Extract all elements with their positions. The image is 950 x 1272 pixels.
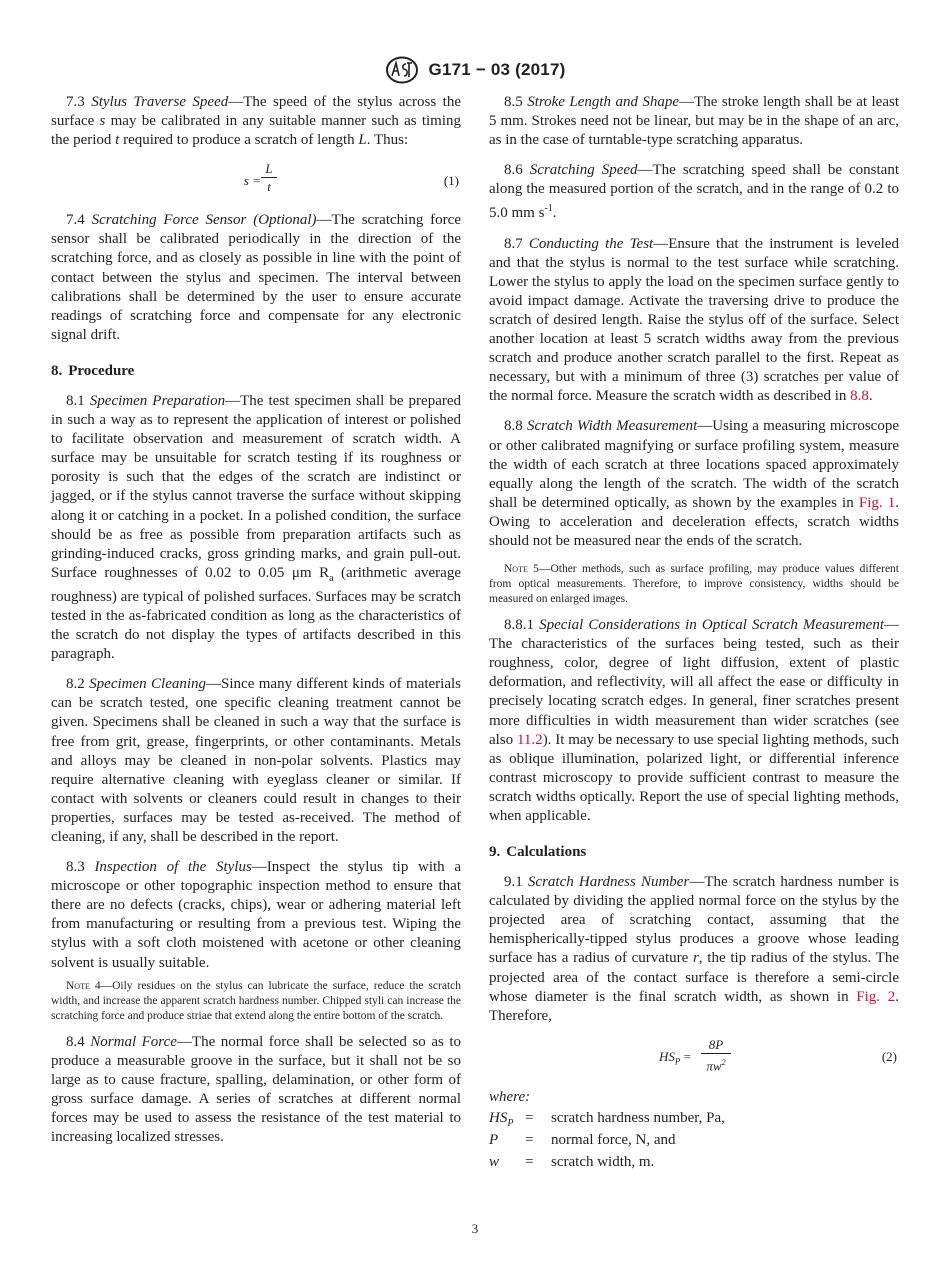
link-11-2[interactable]: 11.2 xyxy=(516,731,543,748)
link-8-8[interactable]: 8.8 xyxy=(850,388,869,405)
astm-logo-icon xyxy=(385,56,419,84)
section-9-1: 9.1 Scratch Hardness Number—The scratch hardness number is calculated by dividing the applied normal force on the stylus by the projected area of scratching contact, assuming that the hemispherically-tipped stylus produces a groove whose leading surface has a radius of curvature r, the tip radius of the stylus. The projected area of the contact surface is therefore a semi-circle whose diameter is the final scratch width, as shown in Fig. 2. Therefore, xyxy=(489,874,900,1024)
definition-row: $HS_P$ = scratch hardness number, Pa, xyxy=(489,1109,725,1129)
equation-1-fraction: $\frac{L}{t}$ xyxy=(261,161,277,196)
link-fig-2[interactable]: Fig. 2 xyxy=(856,988,896,1005)
equation-2-number: (2) xyxy=(881,1048,897,1064)
equation-1: s = $\frac{L}{t}$ (1) xyxy=(243,161,459,195)
page-number: 3 xyxy=(471,1221,479,1236)
right-column xyxy=(489,93,899,1176)
section-8-2: 8.2 Specimen Cleaning—Since many different kinds of materials can be scratch tested, one specific cleaning treatment cannot be given. Specimens shall be cleaned in such a way that the surface is free from grit, grease, fingerprints, or other contaminants. Metals and alloys may be cleaned in non-polar solvents. Plastics may require alternative cleaning with eyeglass cleaner or similar. If contact with solvents or cleaners could result in changes to their properties, surfaces may be tested as-received. The method of cleaning, if any, shall be described in the report. xyxy=(51,676,461,845)
section-8-8-1: 8.8.1 Special Considerations in Optical Scratch Measurement—The characteristics of the surfaces being tested, such as their roughness, color, degree of light diffusion, extent of plastic deformation, and reflectivity, will all affect the ease or difficulty in precisely locating scratch edges. In general, finer scratches present more difficulties in width measurement than wider scratches (see also 11.2). It may be necessary to use special lighting methods, such as oblique illumination, polarized light, or differential inference contrast microscopy to provide sufficient contrast to measure the scratch widths optically. Report the use of special lighting methods, when applicable. xyxy=(489,617,900,824)
definition-row: P = normal force, N, and xyxy=(489,1131,676,1148)
section-7-3: 7.3 Stylus Traverse Speed—The speed of the stylus across the surface s may be calibrated in any suitable manner such as timing the period t required to produce a scratch of length L. Thus: xyxy=(51,94,461,149)
where-label: where: xyxy=(489,1088,531,1105)
section-8-7: 8.7 Conducting the Test—Ensure that the instrument is leveled and that the stylus is normal to the test surface while scratching. Lower the stylus to apply the load on the specimen surface gently to avoid impact damage. Activate the traversing drive to produce the scratch of desired length. Raise the stylus off of the surface. Select another location at least 5 scratch widths away from the previous scratch and produce another scratch parallel to the first. Repeat as necessary, but with a minimum of three (3) scratches per value of the normal force. Measure the scratch width as described in 8.8. xyxy=(489,235,900,405)
heading-calculations: 9. Calculations xyxy=(489,844,587,861)
equation-1-number: (1) xyxy=(443,173,459,189)
section-8-1: 8.1 Specimen Preparation—The test specimen shall be prepared in such a way as to represent the application of interest or polished to facilitate observation and measurement of scratch width. A surface may be unsuitable for scratch testing if its roughness or porosity is such that the edges of the scratch are indistinct or jagged, or if the stylus cannot traverse the surface without skipping along it or catching in a pocket. In a polished condition, the surface should be as free as possible from preparation artifacts such as grinding-induced cracks, gross grinding marks, and grain pull-out. Surface roughnesses of 0.02 to 0.05 μm $R_a$ (arithmetic average roughness) are typical of polished surfaces. Surfaces may be scratch tested in the as-fabricated condition as long as the characteristics of the scratch do not display the types of artifacts described in this paragraph. xyxy=(51,392,462,663)
note-5: Note 5—Other methods, such as surface profiling, may produce values different from optical measurements. Therefore, to improve consistency, widths should be measured on enlarged images. xyxy=(489,563,899,606)
left-column xyxy=(51,93,461,1158)
section-8-6: 8.6 Scratching Speed—The scratching speed shall be constant along the measured portion of the scratch, and in the range of 0.2 to 5.0 mm $s^{-1}$. xyxy=(489,162,899,222)
section-8-8: 8.8 Scratch Width Measurement—Using a measuring microscope or other calibrated magnifying or surface profiling system, measure the width of each scratch at three locations spaced approximately equally along the length of the scratch. The width of the scratch shall be determined optically, as shown by the examples in Fig. 1. Owing to acceleration and deceleration effects, scratch widths should not be measured near the ends of the scratch. xyxy=(489,418,900,549)
heading-procedure: 8. Procedure xyxy=(51,362,135,379)
symbol-definitions xyxy=(489,1110,725,1176)
definition-row: w = scratch width, m. xyxy=(489,1153,655,1170)
link-fig-1[interactable]: Fig. 1 xyxy=(858,494,896,511)
section-7-4: 7.4 Scratching Force Sensor (Optional)—The scratching force sensor shall be calibrated periodically in the direction of the scratching force, and as closely as possible in line with the point of contact between the stylus and specimen. The interval between calibrations shall be determined by the user to ensure accurate readings of scratching force and compensate for any electronic signal drift. xyxy=(51,212,461,343)
section-8-4: 8.4 Normal Force—The normal force shall be selected so as to produce a measurable groove in the surface, but it shall not be so large as to cause fracture, spalling, delamination, or other form of gross surface damage. A series of scratches at different normal forces may be used to assess the resistance of the test material to increasing localized stresses. xyxy=(51,1033,461,1146)
section-8-3: 8.3 Inspection of the Stylus—Inspect the stylus tip with a microscope or other topographic inspection method to ensure that there are no defects (cracks, chips), wear or adhering material left from manufacturing or resulting from a previous test. Wiping the stylus with a soft cloth moistened with acetone or other cleaning solvent is usually suitable. xyxy=(51,859,462,971)
section-8-5: 8.5 Stroke Length and Shape—The stroke length shall be at least 5 mm. Strokes need not be linear, but may be in the shape of an arc, as in the case of turntable-type scratching apparatus. xyxy=(489,94,899,149)
document-id: G171 − 03 (2017) xyxy=(428,60,566,79)
page-header xyxy=(0,56,950,84)
note-4: Note 4—Oily residues on the stylus can lubricate the surface, reduce the scratch width, and increase the apparent scratch hardness number. Chipped styli can increase the scratching force and produce striae that extend along the entire bottom of the scratch. xyxy=(51,979,461,1022)
equation-2: $HS_P$ = $\frac{8P}{\pi w^2}$ (2) xyxy=(659,1036,897,1074)
equation-2-fraction: $\frac{8P}{\pi w^2}$ xyxy=(701,1037,731,1075)
